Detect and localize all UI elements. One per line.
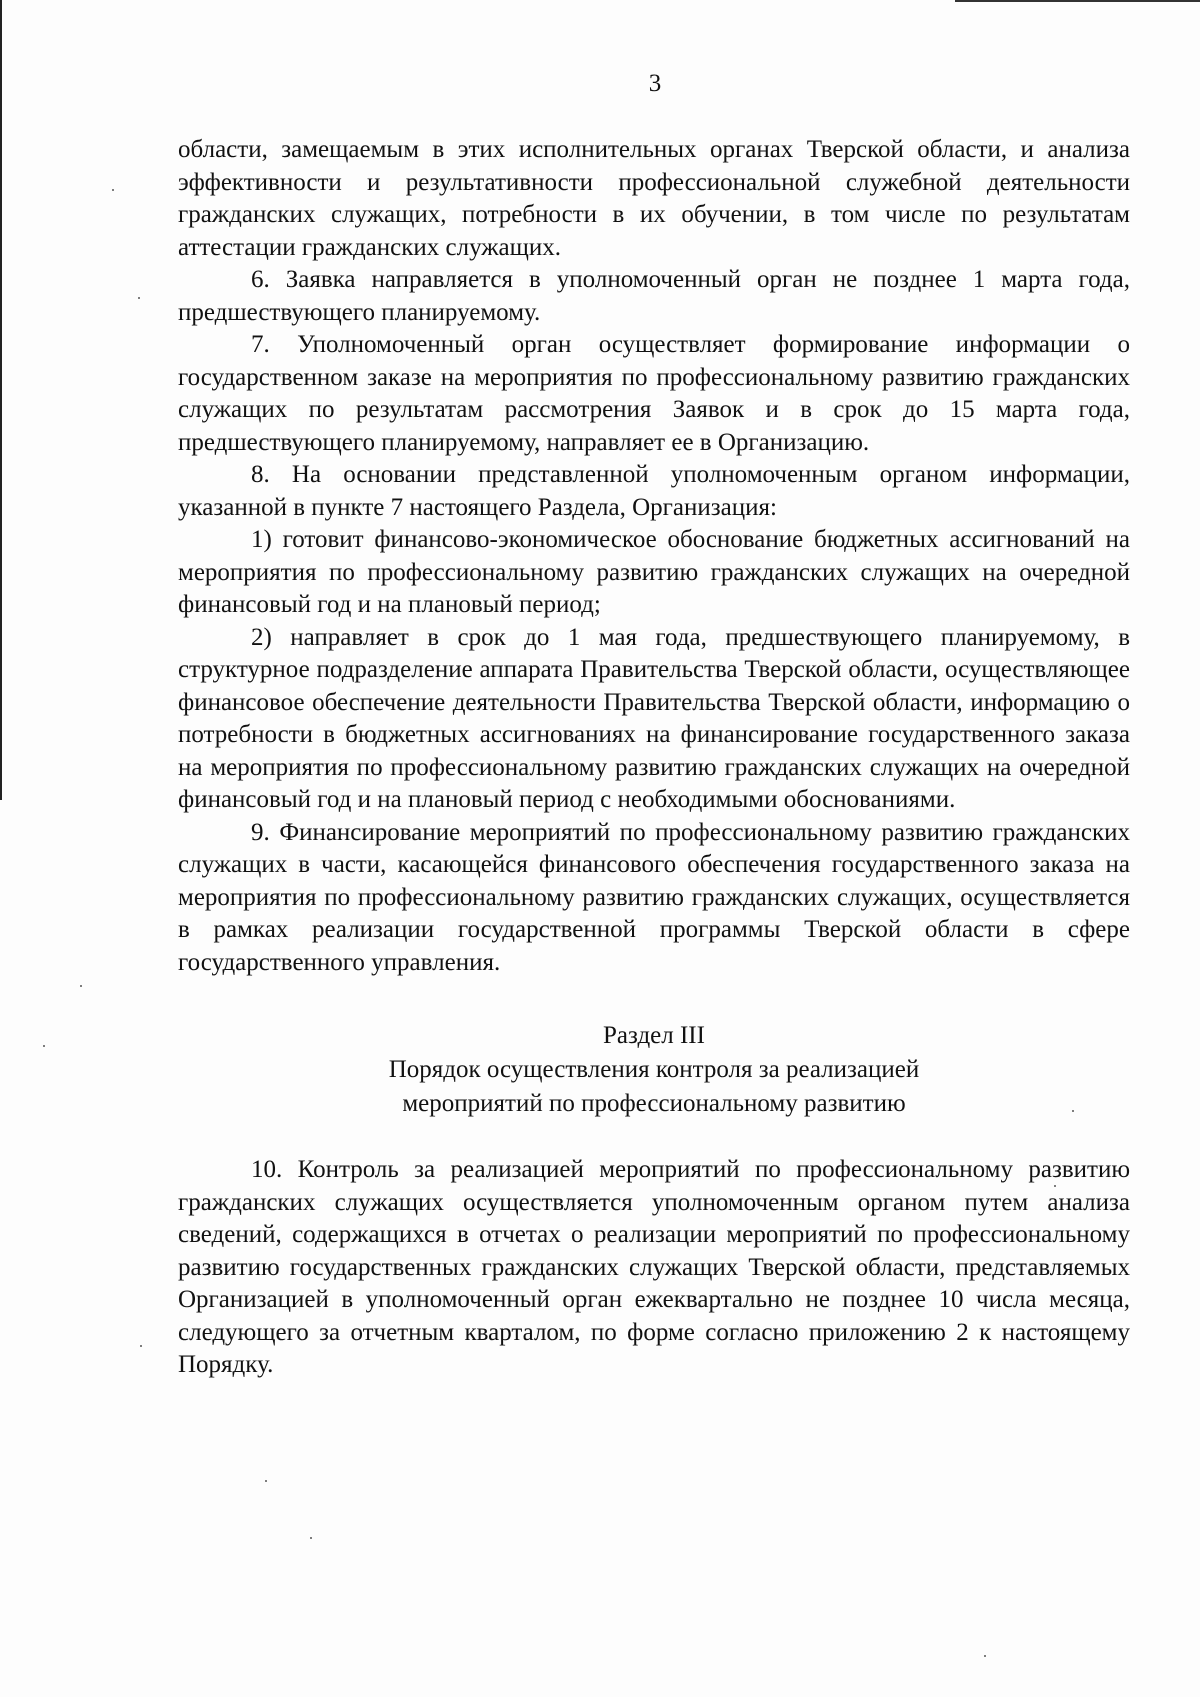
paragraph-subitem-2: 2) направляет в срок до 1 мая года, предшествующего планируемому, в структурное подразделение аппарата Правительства Тверской области, осуществляющее финансовое обеспечение деятельности Правительства Тверской области, информацию о потребности в бюджетных ассигнованиях на финансирование государственного заказа на мероприятия по профессиональному развитию гражданских служащих на очередной финансовый год и на плановый период с необходимыми обоснованиями. [178,623,1130,813]
section-title-line-2: мероприятий по профессиональному развитию [402,1090,906,1117]
section-heading [178,1019,1130,1121]
section-number: Раздел III [603,1022,705,1049]
paragraph-item-6: 6. Заявка направляется в уполномоченный орган не позднее 1 марта года, предшествующего планируемому. [178,266,1130,326]
scan-speck [80,985,82,987]
scan-speck [984,1655,986,1657]
scan-speck [43,1045,45,1047]
scan-edge-left [0,0,2,800]
scan-speck [138,297,140,299]
paragraph-item-7: 7. Уполномоченный орган осуществляет формирование информации о государственном заказе на мероприятия по профессиональному развитию гражданских служащих по результатам рассмотрения Заявок и в срок до 15 марта года, предшествующего планируемому, направляет ее в Организацию. [178,331,1130,456]
scan-speck [310,1537,312,1539]
paragraph-item-9: 9. Финансирование мероприятий по профессиональному развитию гражданских служащих в части, касающейся финансового обеспечения государственного заказа на мероприятия по профессиональному развитию гражданских служащих, осуществляется в рамках реализации государственной программы Тверской области в сфере государственного управления. [178,818,1130,976]
document-body [178,134,1130,1382]
paragraph-item-8: 8. На основании представленной уполномоченным органом информации, указанной в пункте 7 настоящего Раздела, Организация: [178,461,1130,521]
paragraph-item-10: 10. Контроль за реализацией мероприятий по профессиональному развитию гражданских служащих осуществляется уполномоченным органом путем анализа сведений, содержащихся в отчетах о реализации мероприятий по профессиональному развитию государственных гражданских служащих Тверской области, представляемых Организацией в уполномоченный орган ежеквартально не позднее 10 числа месяца, следующего за отчетным кварталом, по форме согласно приложению 2 к настоящему Порядку. [178,1156,1130,1378]
scan-speck [140,1345,142,1347]
page-number: 3 [648,70,662,97]
section-title-line-1: Порядок осуществления контроля за реализацией [388,1056,920,1083]
scan-speck [265,1480,267,1482]
scan-edge-top [955,0,1200,2]
paragraph-subitem-1: 1) готовит финансово-экономическое обоснование бюджетных ассигнований на мероприятия по профессиональному развитию гражданских служащих на очередной финансовый год и на плановый период; [178,526,1130,618]
scan-speck [112,189,114,191]
paragraph-continuation: области, замещаемым в этих исполнительных органах Тверской области, и анализа эффективности и результативности профессиональной служебной деятельности гражданских служащих, потребности в их обучении, в том числе по результатам аттестации гражданских служащих. [178,136,1130,261]
